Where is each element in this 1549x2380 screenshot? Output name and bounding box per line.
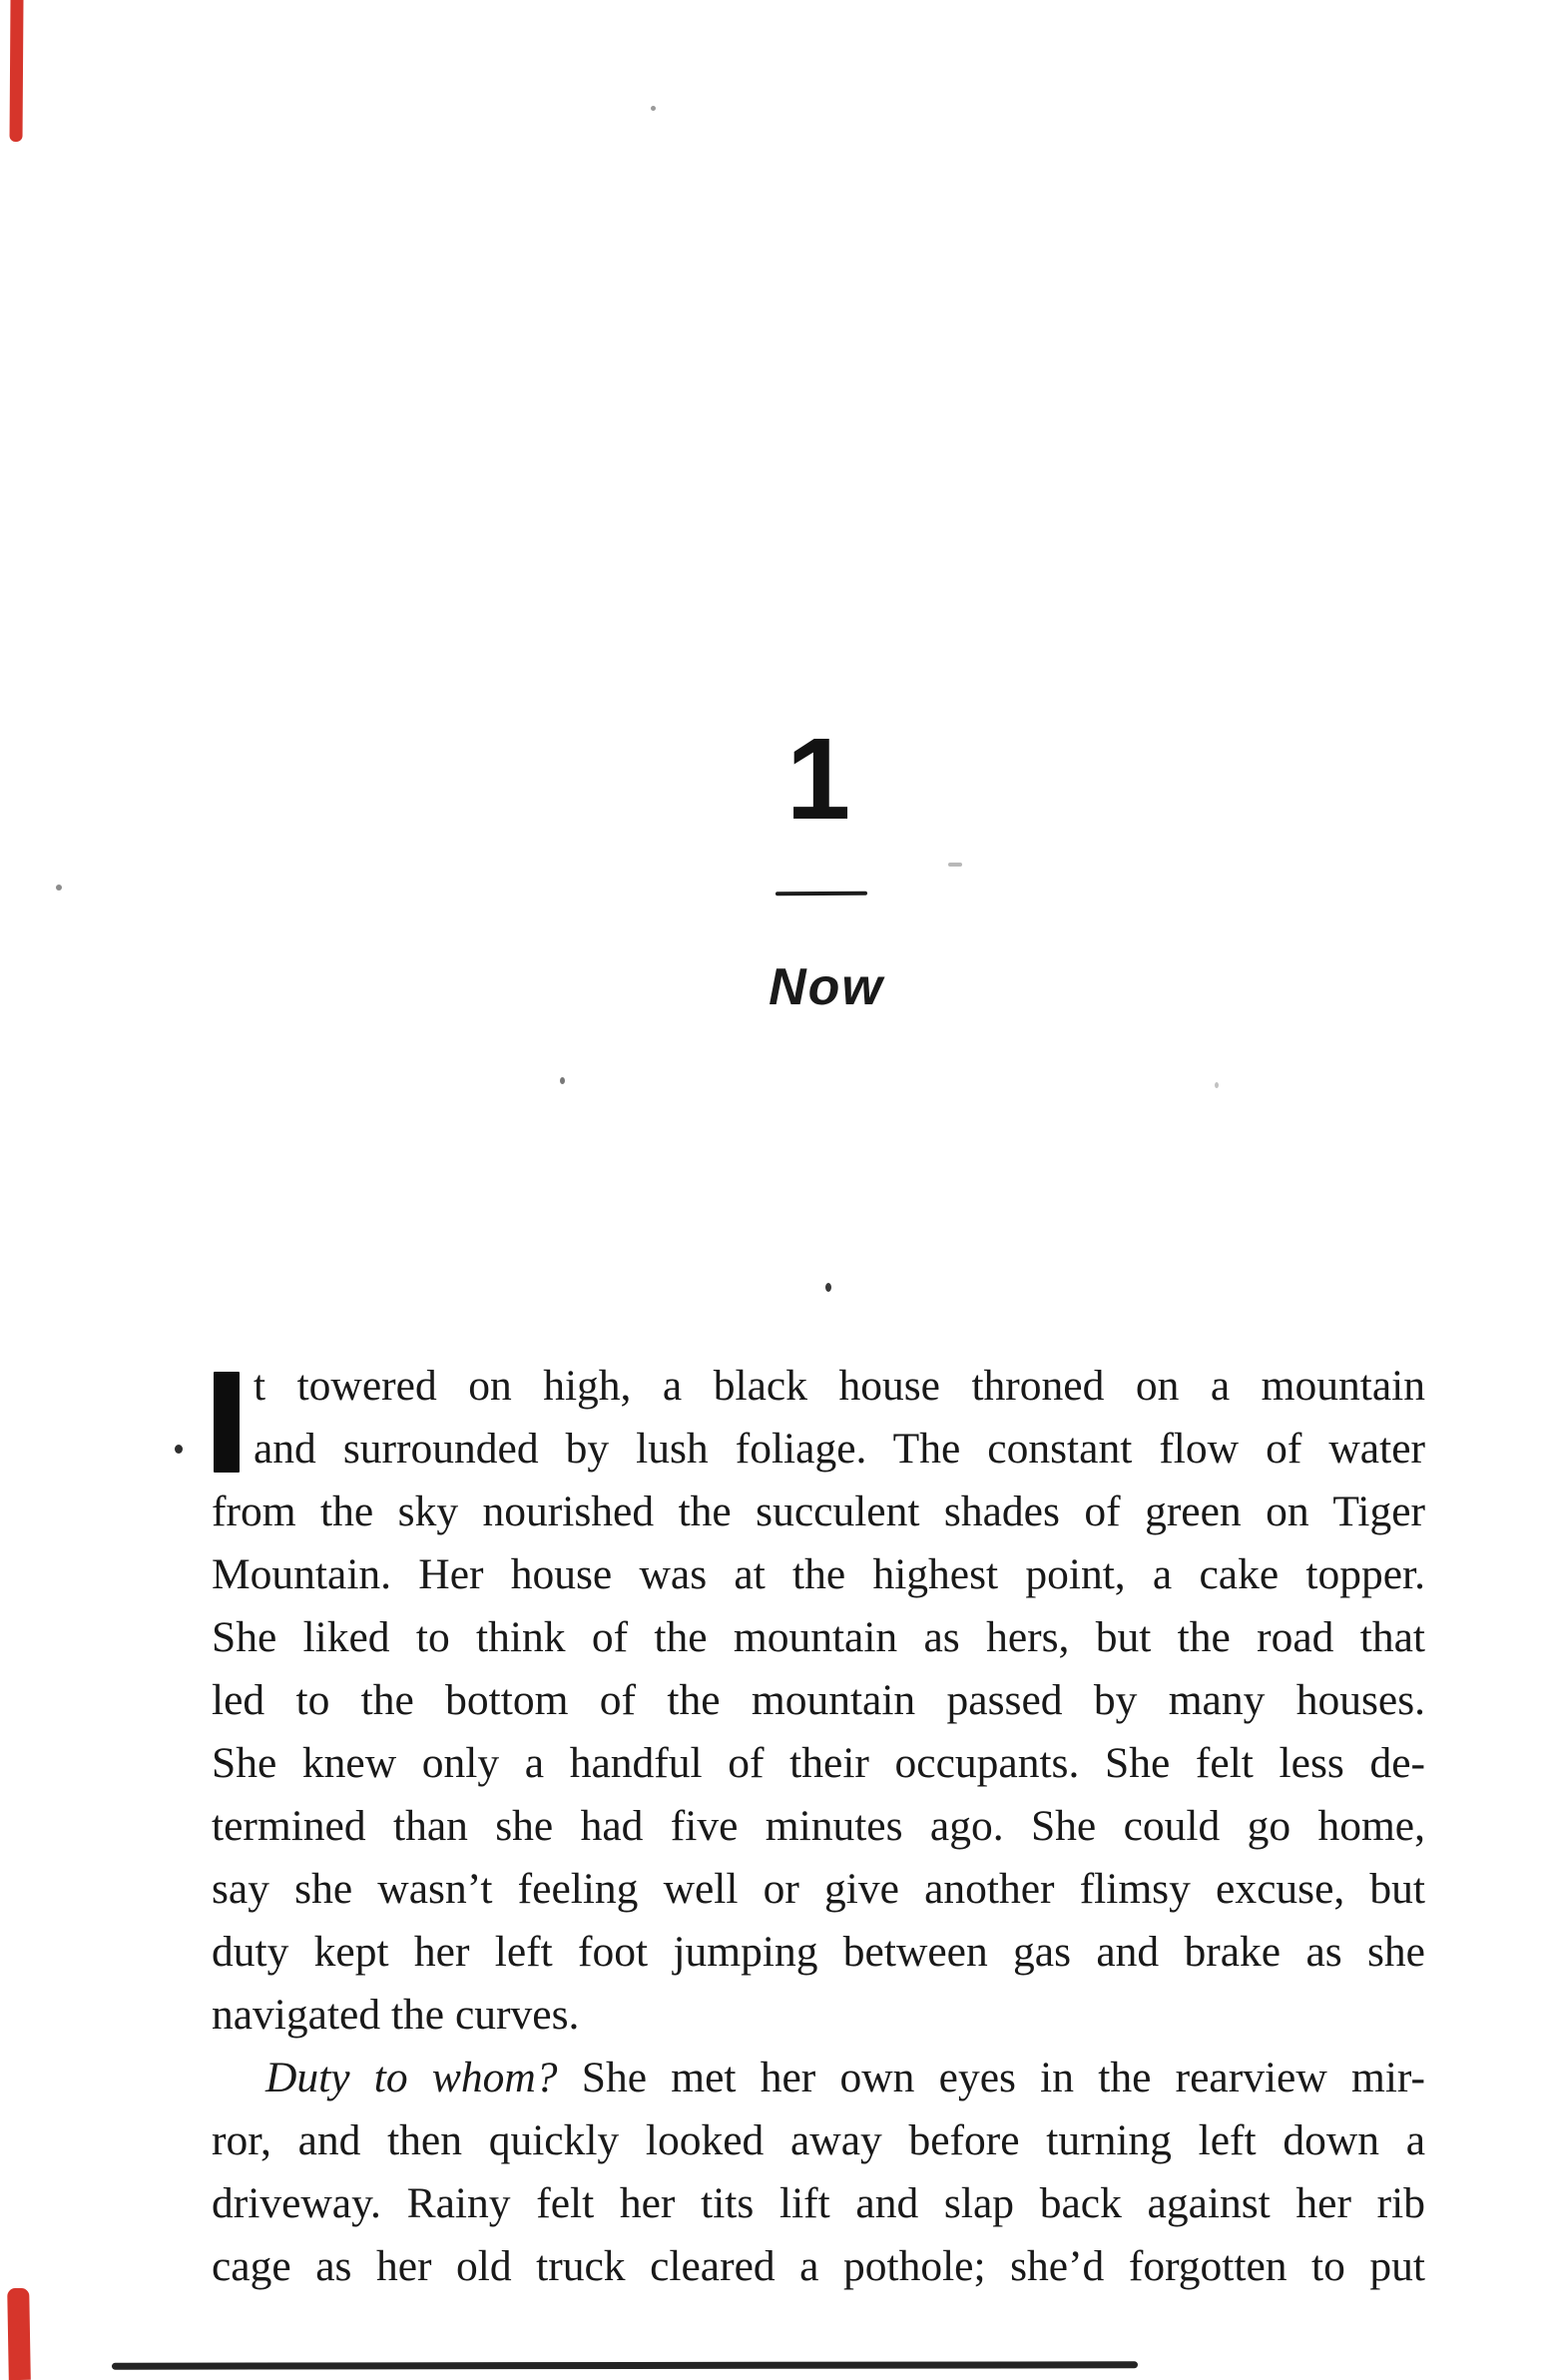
body-line: [212, 1669, 1425, 1732]
body-line: [212, 1543, 1425, 1606]
line-text: navigated the curves.: [212, 1991, 580, 2039]
line-text: driveway. Rainy felt her tits lift and slap back against her rib: [212, 2179, 1425, 2227]
body-line: [212, 1858, 1425, 1921]
line-text: She liked to think of the mountain as hers, but the road that: [212, 1613, 1425, 1661]
body-line: [212, 1606, 1425, 1669]
line-text: t towered on high, a black house throned on a mountain: [254, 1362, 1425, 1410]
line-text: Mountain. Her house was at the highest point, a cake topper.: [212, 1550, 1425, 1598]
body-line: [212, 1732, 1425, 1795]
line-text: She knew only a handful of their occupants. She felt less de-: [212, 1739, 1425, 1787]
line-text: led to the bottom of the mountain passed by many houses.: [212, 1676, 1425, 1724]
body-line: [212, 2235, 1425, 2298]
red-edge-scan-mark-bottom: [7, 2288, 31, 2380]
body-line: [212, 1984, 1425, 2047]
chapter-subtitle: Now: [769, 958, 884, 1016]
line-text: from the sky nourished the succulent shades of green on Tiger: [212, 1488, 1425, 1535]
line-text: She met her own eyes in the rearview mir-: [557, 2054, 1426, 2101]
scan-speck: [651, 106, 656, 111]
line-text: cage as her old truck cleared a pothole; she’d forgotten to put: [212, 2242, 1425, 2290]
line-text: duty kept her left foot jumping between gas and brake as she: [212, 1928, 1425, 1976]
scan-speck: [948, 863, 962, 867]
scan-speck: [825, 1283, 831, 1292]
body-line: [212, 1481, 1425, 1543]
body-line: [212, 1355, 1425, 1418]
body-line: [212, 2109, 1425, 2172]
page-bottom-scan-shadow: [112, 2361, 1138, 2369]
body-line: [212, 1921, 1425, 1984]
red-edge-scan-mark-top: [10, 0, 24, 142]
chapter-divider-rule: [775, 892, 867, 895]
line-text: and surrounded by lush foliage. The constant flow of water: [254, 1425, 1425, 1473]
body-line: [212, 1418, 1425, 1481]
body-line: [212, 2047, 1425, 2109]
line-text: ror, and then quickly looked away before turning left down a: [212, 2116, 1425, 2164]
chapter-number: 1: [785, 714, 851, 844]
body-text: [212, 1355, 1425, 2298]
body-line: [212, 2172, 1425, 2235]
scan-speck: [1215, 1082, 1219, 1088]
drop-cap-letter-i: [214, 1372, 240, 1473]
scan-speck: [560, 1077, 565, 1084]
scan-speck: [175, 1445, 183, 1454]
scan-speck: [56, 885, 62, 891]
line-text: say she wasn’t feeling well or give another flimsy excuse, but: [212, 1865, 1425, 1913]
line-text: termined than she had five minutes ago. She could go home,: [212, 1802, 1425, 1850]
italic-phrase: Duty to whom?: [265, 2054, 558, 2101]
body-line: [212, 1795, 1425, 1858]
